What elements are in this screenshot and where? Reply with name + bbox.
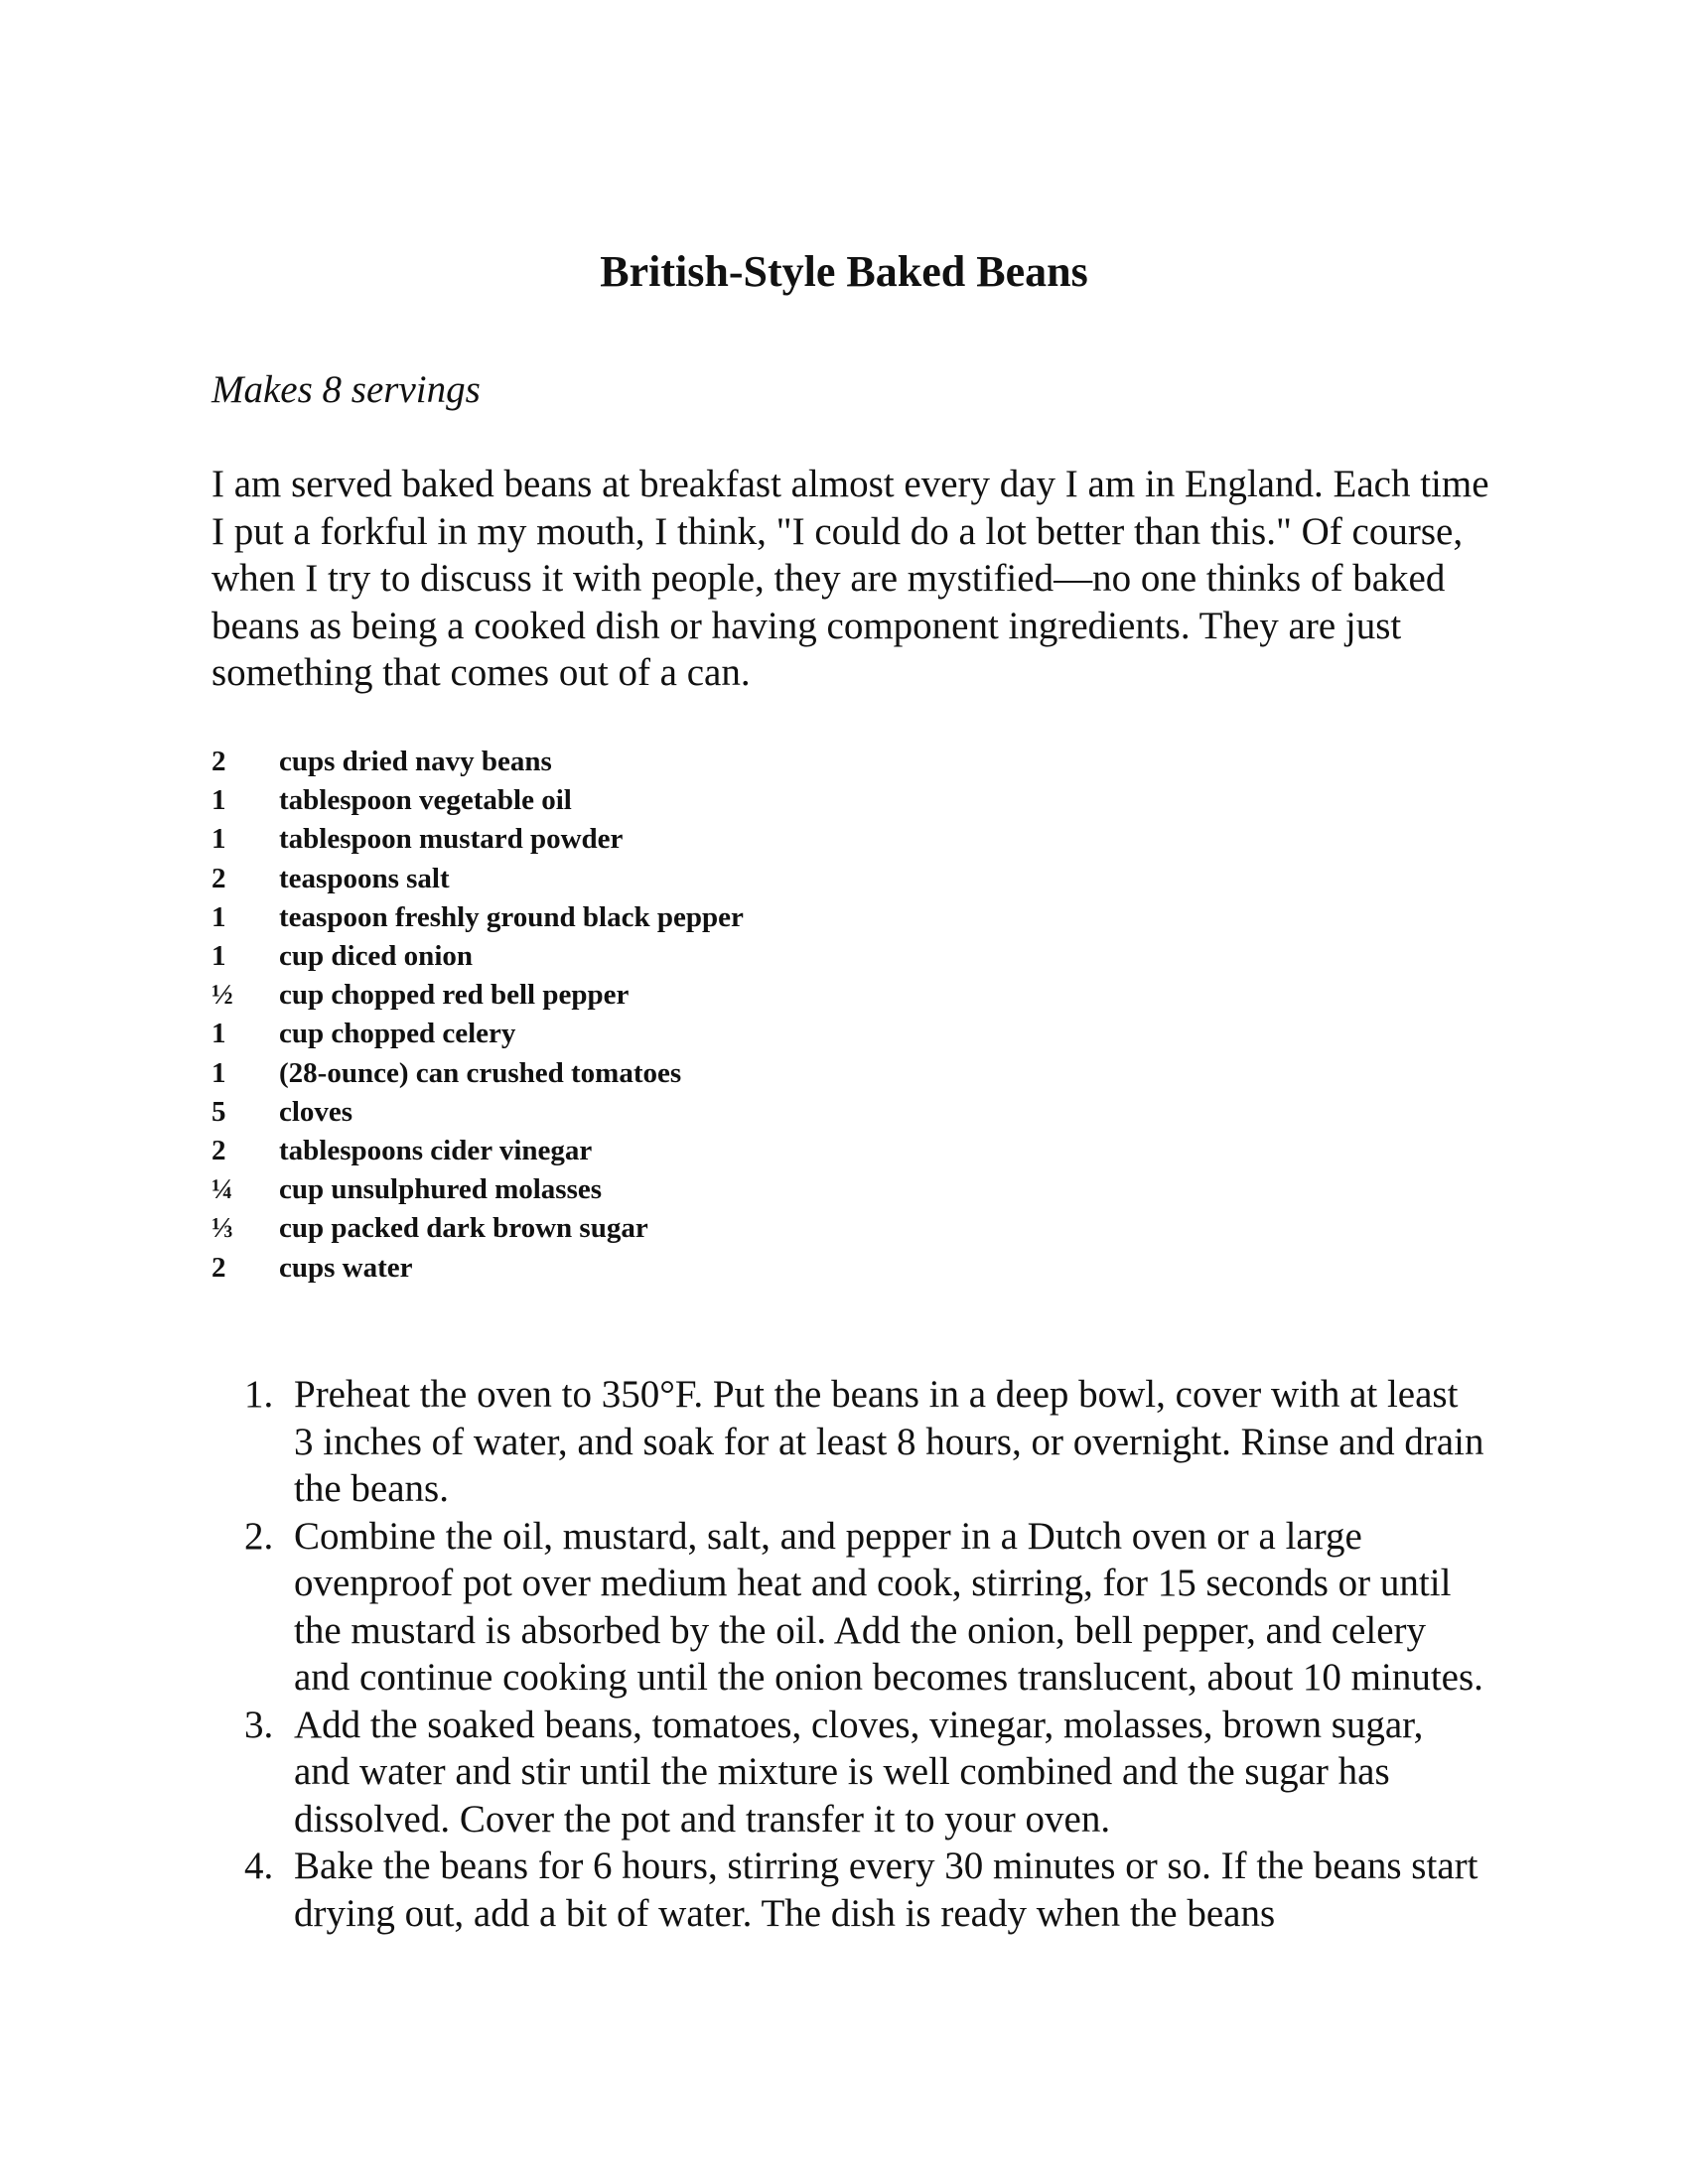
ingredient-name: cup diced onion [279, 940, 473, 973]
ingredient-name: tablespoon mustard powder [279, 823, 624, 856]
step-number: 4. [244, 1844, 274, 1887]
instruction-step [244, 1513, 1485, 1702]
ingredient-quantity: 1 [211, 823, 226, 856]
ingredient-quantity: 2 [211, 1135, 226, 1167]
step-text: Preheat the oven to 350°F. Put the beans in a deep bowl, cover with at least 3 inches of water, and soak for at least 8 hours, or overnight. Rinse and drain the beans. [294, 1373, 1484, 1510]
ingredient-row [211, 898, 744, 937]
ingredient-quantity: 1 [211, 900, 226, 933]
step-number: 2. [244, 1514, 274, 1558]
ingredient-name: teaspoon freshly ground black pepper [279, 900, 744, 933]
ingredient-name: teaspoons salt [279, 862, 450, 894]
instruction-step [244, 1843, 1485, 1937]
ingredient-quantity: ½ [211, 979, 233, 1012]
ingredient-quantity: 2 [211, 862, 226, 894]
ingredient-name: cups dried navy beans [279, 746, 552, 777]
ingredient-quantity: 2 [211, 746, 226, 777]
servings-note: Makes 8 servings [211, 368, 481, 411]
ingredient-name: (28-ounce) can crushed tomatoes [279, 1056, 682, 1089]
ingredient-quantity: 5 [211, 1095, 226, 1128]
ingredient-row [211, 1249, 744, 1288]
ingredient-row [211, 860, 744, 898]
step-text: Bake the beans for 6 hours, stirring every 30 minutes or so. If the beans start drying out, add a bit of water. The dish is ready when the beans [294, 1844, 1478, 1935]
ingredient-name: cup packed dark brown sugar [279, 1212, 648, 1245]
ingredient-row [211, 1015, 744, 1053]
ingredient-row [211, 1209, 744, 1248]
step-text: Combine the oil, mustard, salt, and pepper in a Dutch oven or a large ovenproof pot over medium heat and cook, stirring, for 15 seconds or until the mustard is absorbed by the oil. Add the onion, bell pepper, and celery and continue cooking until the onion becomes translucent, about 10 minutes. [294, 1514, 1483, 1699]
ingredient-name: cup chopped celery [279, 1018, 516, 1050]
ingredient-row [211, 1093, 744, 1132]
step-text: Add the soaked beans, tomatoes, cloves, vinegar, molasses, brown sugar, and water and stir until the mixture is well combined and the sugar has dissolved. Cover the pot and transfer it to your oven. [294, 1703, 1424, 1841]
ingredient-row [211, 1132, 744, 1170]
ingredient-list [211, 743, 744, 1288]
ingredient-quantity: 2 [211, 1251, 226, 1284]
ingredient-name: cups water [279, 1251, 413, 1284]
ingredient-name: cloves [279, 1095, 353, 1128]
intro-paragraph: I am served baked beans at breakfast almost every day I am in England. Each time I put a forkful in my mouth, I think, "I could do a lot better than this." Of course, when I try to discuss it with people, they are mystified—no one thinks of baked beans as being a cooked dish or having component ingredients. They are just something that comes out of a can. [211, 463, 1489, 694]
ingredient-name: cup unsulphured molasses [279, 1173, 603, 1206]
instruction-list [244, 1371, 1485, 1937]
step-number: 3. [244, 1703, 274, 1746]
ingredient-row [211, 1170, 744, 1209]
ingredient-row [211, 976, 744, 1015]
ingredient-row [211, 1054, 744, 1093]
instruction-step [244, 1702, 1485, 1843]
instruction-step [244, 1371, 1485, 1513]
ingredient-quantity: ¼ [211, 1173, 233, 1206]
ingredient-name: tablespoons cider vinegar [279, 1135, 593, 1167]
recipe-title: British-Style Baked Beans [600, 247, 1088, 296]
ingredient-quantity: 1 [211, 940, 226, 973]
ingredient-row [211, 743, 744, 781]
step-number: 1. [244, 1373, 274, 1416]
ingredient-quantity: 1 [211, 784, 226, 817]
ingredient-name: tablespoon vegetable oil [279, 784, 572, 817]
ingredient-name: cup chopped red bell pepper [279, 979, 630, 1012]
ingredient-quantity: 1 [211, 1056, 226, 1089]
ingredient-quantity: ⅓ [211, 1212, 233, 1245]
ingredient-row [211, 937, 744, 976]
ingredient-row [211, 820, 744, 859]
ingredient-quantity: 1 [211, 1018, 226, 1050]
ingredient-row [211, 781, 744, 820]
